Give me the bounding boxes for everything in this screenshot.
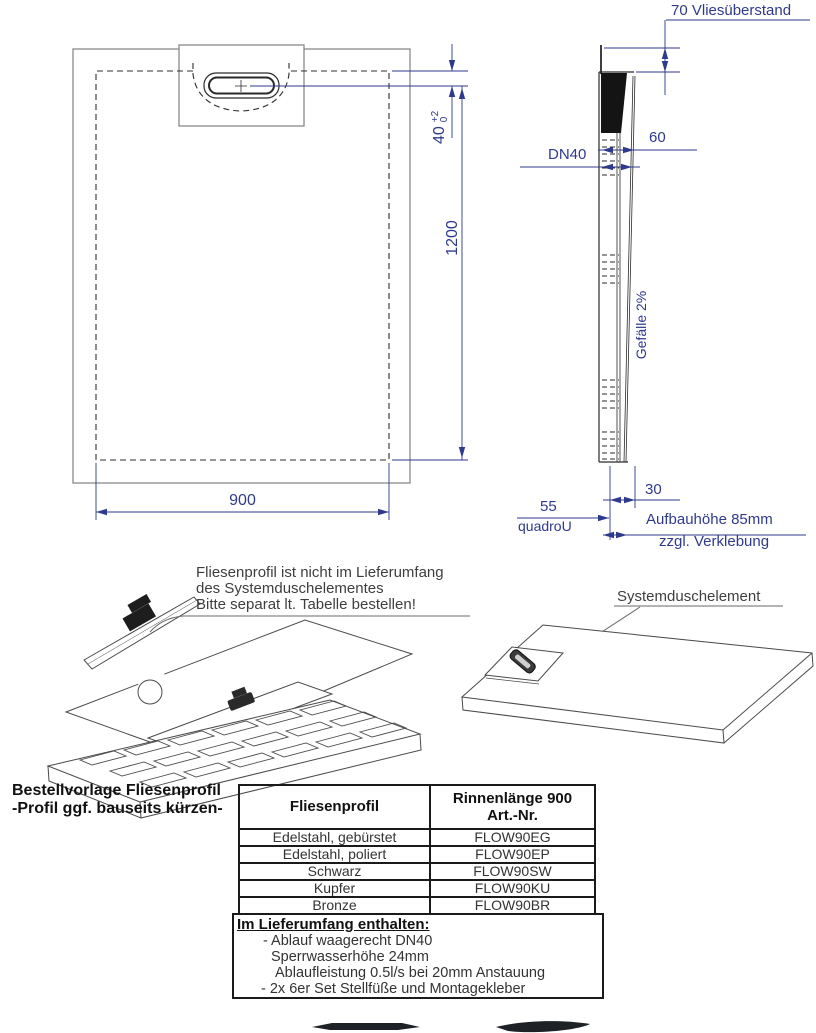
product-series-label: quadroU [518, 518, 572, 534]
tolerance-lower: 0 [439, 116, 450, 123]
plan-length-dimension: 1200 [444, 220, 461, 256]
element-label: Systemduschelement [617, 588, 761, 605]
exploded-systemduschelement-drawing [462, 606, 813, 743]
included-item: - Ablauf waagerecht DN40 [263, 933, 433, 949]
table-row [239, 846, 595, 863]
plan-drain-offset-dimension [432, 80, 448, 144]
profile-name: Schwarz [239, 863, 430, 880]
col-header-profile: Fliesenprofil [239, 785, 430, 829]
profile-note-line2: des Systemduschelementes [196, 580, 384, 597]
article-number: FLOW90SW [430, 863, 595, 880]
table-row [239, 863, 595, 880]
table-row [239, 897, 595, 914]
table-header-row [239, 785, 595, 829]
edge-dimension: 55 [540, 498, 557, 515]
plan-view-drawing [73, 44, 468, 520]
drain-offset-value: 40 [431, 126, 449, 144]
fleece-overhang-dimension: 70 Vliesüberstand [671, 2, 792, 19]
article-number: FLOW90BR [430, 897, 595, 914]
side-view-drawing [517, 20, 810, 540]
drain-offset-tolerance [431, 111, 449, 122]
profile-name: Edelstahl, gebürstet [239, 829, 430, 846]
col-header-artnr-line1: Rinnenlänge 900 [452, 789, 573, 807]
tolerance-upper: +2 [430, 110, 441, 123]
top-thickness-dimension: 60 [649, 129, 666, 146]
profile-note-line1: Fliesenprofil ist nicht im Lieferumfang [196, 564, 444, 581]
logo-mark-left [312, 1023, 420, 1030]
article-number: FLOW90KU [430, 880, 595, 897]
plan-width-dimension: 900 [229, 492, 256, 509]
included-item: - 2x 6er Set Stellfüße und Montagekleber [261, 981, 526, 997]
build-height-label: Aufbauhöhe 85mm [646, 511, 773, 528]
included-box-title: Im Lieferumfang enthalten: [237, 916, 430, 933]
order-table [238, 784, 596, 915]
col-header-artnr-line2: Art.-Nr. [487, 807, 538, 824]
included-item: Sperrwasserhöhe 24mm [271, 949, 429, 965]
profile-name: Edelstahl, poliert [239, 846, 430, 863]
table-row [239, 829, 595, 846]
logo-marks [312, 1021, 590, 1032]
order-title-line1: Bestellvorlage Fliesenprofil [12, 782, 221, 799]
logo-mark-right [496, 1021, 590, 1032]
col-header-artnr [430, 785, 595, 829]
profile-name: Kupfer [239, 880, 430, 897]
drain-pipe-label: DN40 [548, 146, 587, 163]
profile-note-line3: Bitte separat lt. Tabelle bestellen! [196, 596, 416, 613]
article-number: FLOW90EG [430, 829, 595, 846]
included-box [232, 913, 604, 999]
build-height-note: zzgl. Verklebung [659, 533, 770, 550]
bottom-thickness-dimension: 30 [645, 481, 662, 498]
article-number: FLOW90EP [430, 846, 595, 863]
table-row [239, 880, 595, 897]
profile-name: Bronze [239, 897, 430, 914]
included-item: Ablaufleistung 0.5l/s bei 20mm Anstauung [275, 965, 546, 981]
slope-label: Gefälle 2% [633, 290, 649, 360]
order-title-line2: -Profil ggf. bauseits kürzen- [12, 800, 223, 817]
